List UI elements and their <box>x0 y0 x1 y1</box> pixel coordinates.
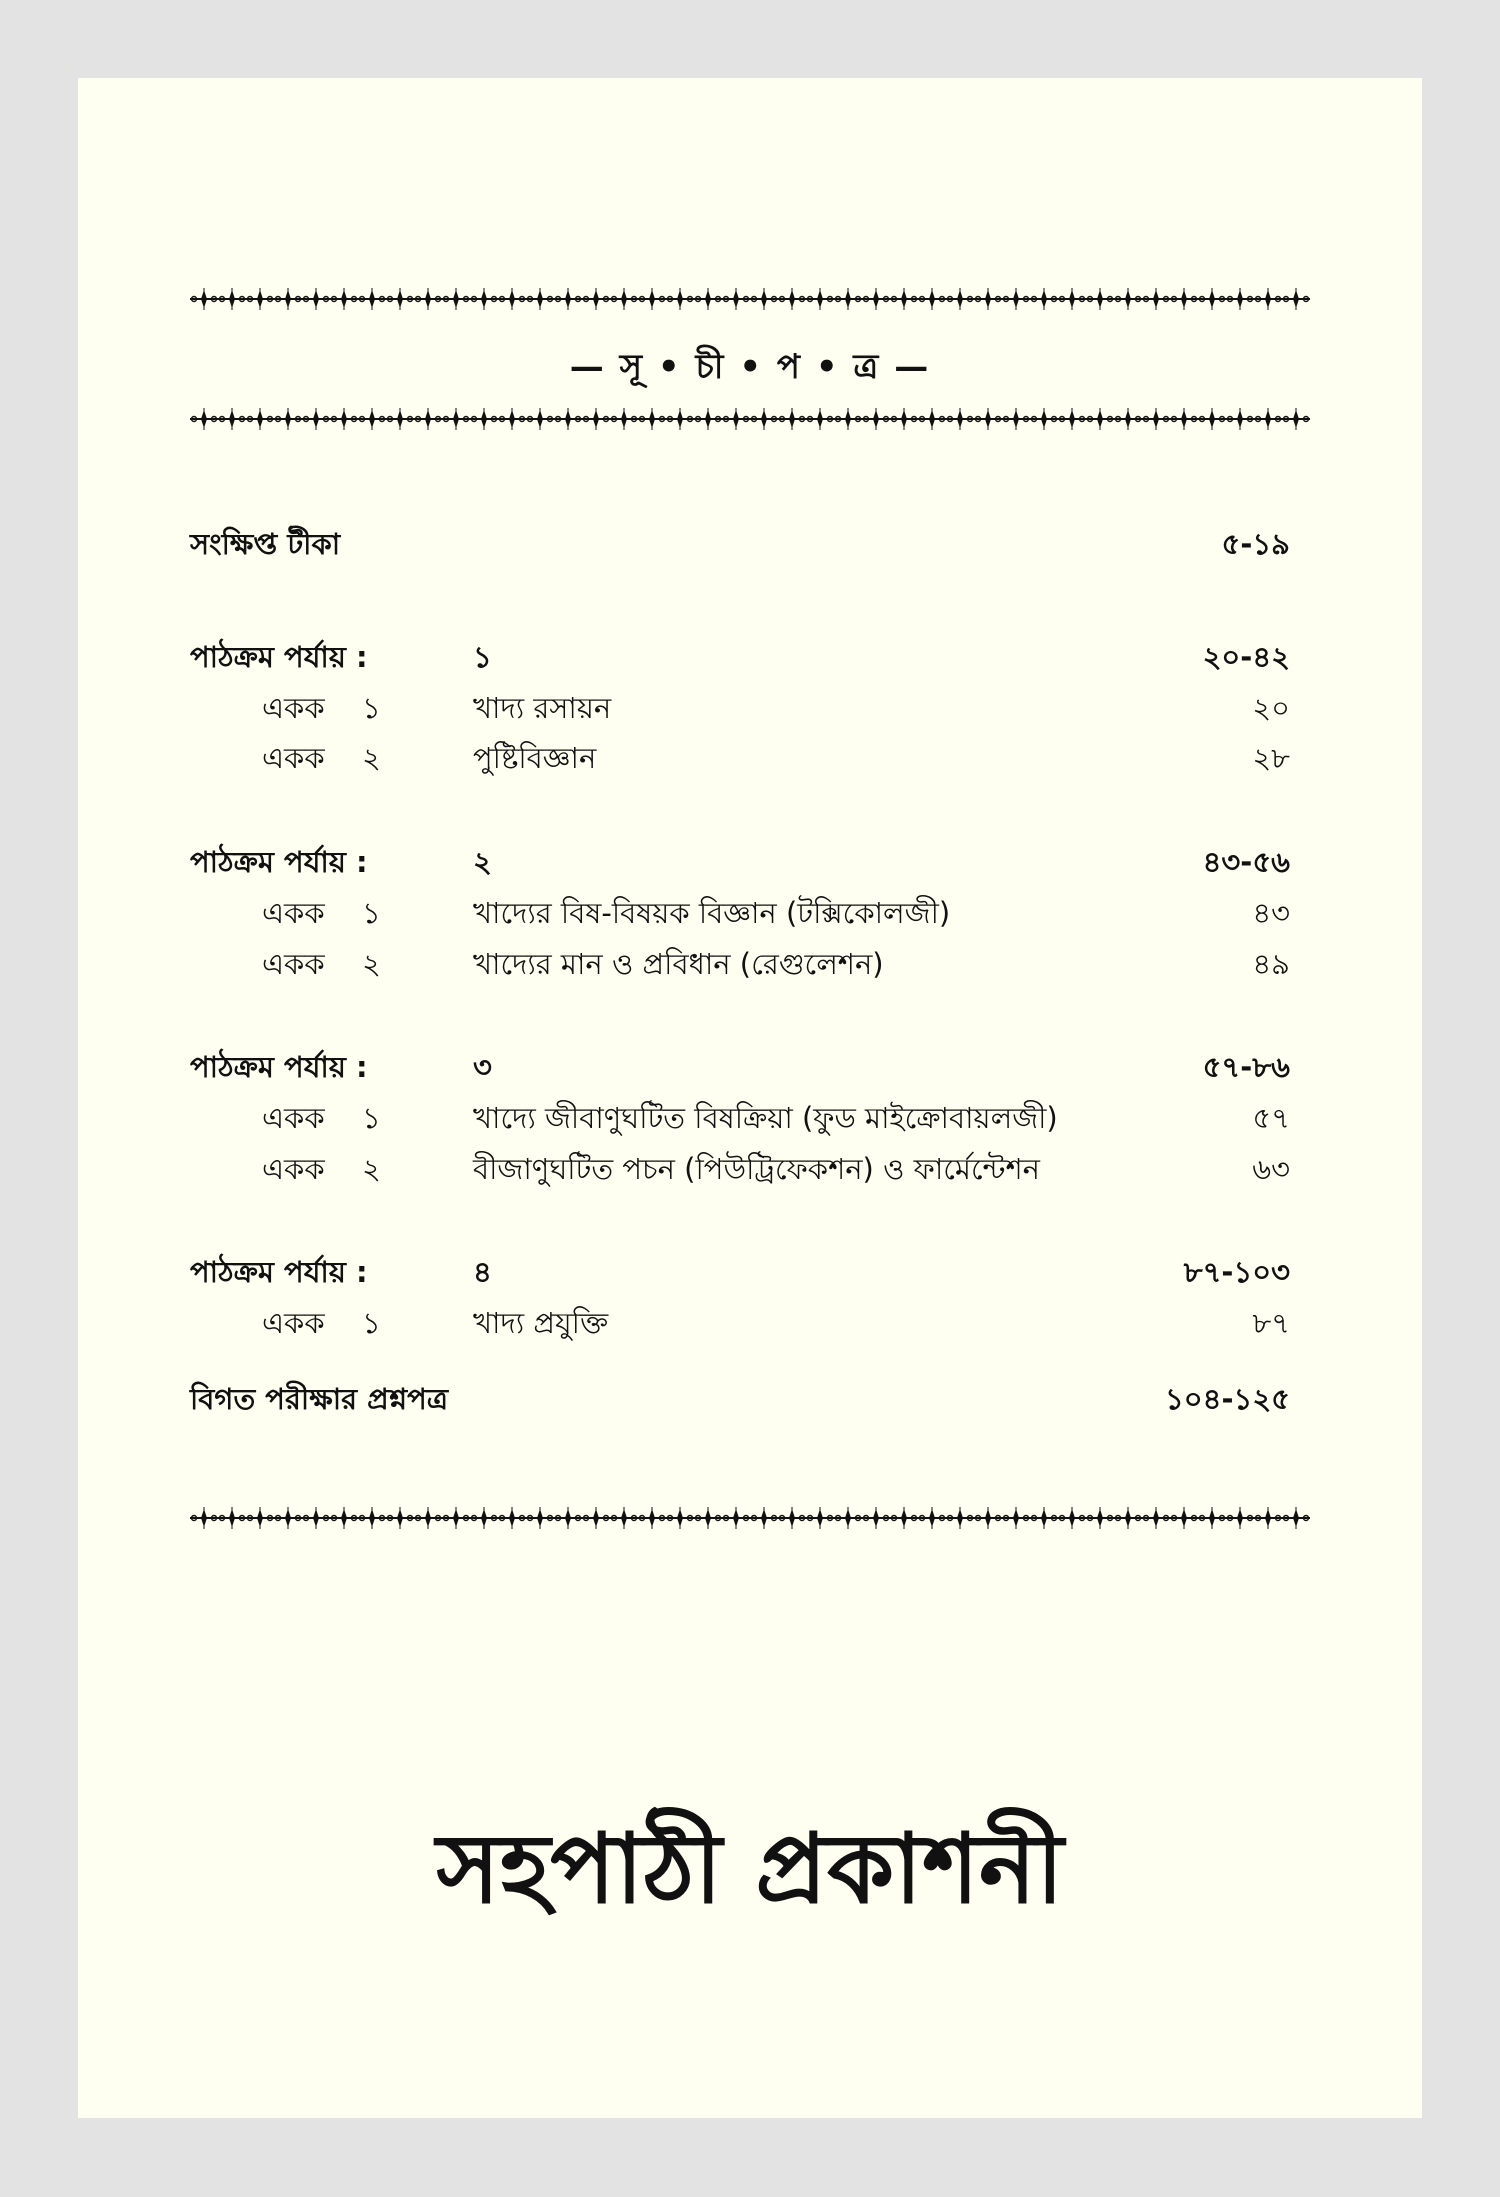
stage-pages: ৫৭-৮৬ <box>1202 1050 1290 1084</box>
ornament-border-top-1 <box>190 288 1310 310</box>
unit-label: একক <box>262 896 325 930</box>
unit-title: বীজাণুঘটিত পচন (পিউট্রিফেকশন) ও ফার্মেন্টেশন <box>473 1152 1040 1186</box>
toc-unit <box>190 738 1290 778</box>
unit-label: একক <box>262 1101 325 1135</box>
stage-pages: ৮৭-১০৩ <box>1183 1255 1290 1289</box>
stage-pages: ২০-৪২ <box>1202 640 1290 674</box>
unit-page: ৬৩ <box>1252 1152 1290 1186</box>
stage-number: ১ <box>473 640 492 674</box>
toc-stage-4 <box>190 1252 1290 1292</box>
toc-stage-1 <box>190 637 1290 677</box>
unit-page: ৫৭ <box>1252 1101 1290 1135</box>
toc-unit <box>190 1303 1290 1343</box>
unit-number: ২ <box>362 1152 381 1186</box>
unit-page: ২৮ <box>1252 741 1290 775</box>
ornament-border-bottom <box>190 1507 1310 1529</box>
toc-unit <box>190 1098 1290 1138</box>
unit-label: একক <box>262 947 325 981</box>
unit-number: ১ <box>362 896 381 930</box>
publisher-name: সহপাঠী প্রকাশনী <box>436 1812 1064 1925</box>
toc-stage-2 <box>190 842 1290 882</box>
unit-label: একক <box>262 691 325 725</box>
unit-title: খাদ্য প্রযুক্তি <box>473 1306 609 1340</box>
toc-unit <box>190 688 1290 728</box>
toc-previous-papers-pages: ১০৪-১২৫ <box>1164 1382 1290 1416</box>
stage-label: পাঠক্রম পর্যায় : <box>190 1050 368 1084</box>
stage-pages: ৪৩-৫৬ <box>1202 845 1290 879</box>
toc-unit <box>190 893 1290 933</box>
unit-number: ১ <box>362 691 381 725</box>
toc-unit <box>190 1149 1290 1189</box>
stage-number: ৪ <box>473 1255 492 1289</box>
unit-label: একক <box>262 741 325 775</box>
toc-previous-papers-label: বিগত পরীক্ষার প্রশ্নপত্র <box>190 1382 449 1416</box>
unit-page: ৪৯ <box>1252 947 1290 981</box>
toc-summary-label: সংক্ষিপ্ত টীকা <box>190 527 341 561</box>
unit-title: খাদ্যের মান ও প্রবিধান (রেগুলেশন) <box>473 947 884 981</box>
unit-number: ২ <box>362 947 381 981</box>
unit-page: ৪৩ <box>1252 896 1290 930</box>
unit-title: খাদ্য রসায়ন <box>473 691 612 725</box>
unit-page: ৮৭ <box>1252 1306 1290 1340</box>
unit-title: পুষ্টিবিজ্ঞান <box>473 741 597 775</box>
stage-label: পাঠক্রম পর্যায় : <box>190 1255 368 1289</box>
stage-label: পাঠক্রম পর্যায় : <box>190 845 368 879</box>
toc-previous-papers <box>190 1379 1290 1419</box>
unit-label: একক <box>262 1306 325 1340</box>
unit-number: ১ <box>362 1101 381 1135</box>
toc-stage-3 <box>190 1047 1290 1087</box>
toc-summary-pages: ৫-১৯ <box>1221 527 1290 561</box>
stage-number: ৩ <box>473 1050 492 1084</box>
ornament-border-top-2 <box>190 408 1310 430</box>
unit-number: ২ <box>362 741 381 775</box>
toc-unit <box>190 944 1290 984</box>
unit-label: একক <box>262 1152 325 1186</box>
unit-title: খাদ্যের বিষ-বিষয়ক বিজ্ঞান (টক্সিকোলজী) <box>473 896 951 930</box>
stage-label: পাঠক্রম পর্যায় : <box>190 640 368 674</box>
stage-number: ২ <box>473 845 492 879</box>
unit-page: ২০ <box>1252 691 1290 725</box>
unit-title: খাদ্যে জীবাণুঘটিত বিষক্রিয়া (ফুড মাইক্রোবায়লজী) <box>473 1101 1058 1135</box>
unit-number: ১ <box>362 1306 381 1340</box>
toc-summary <box>190 524 1290 564</box>
contents-title: — সূ • চী • প • ত্র — <box>569 347 931 387</box>
